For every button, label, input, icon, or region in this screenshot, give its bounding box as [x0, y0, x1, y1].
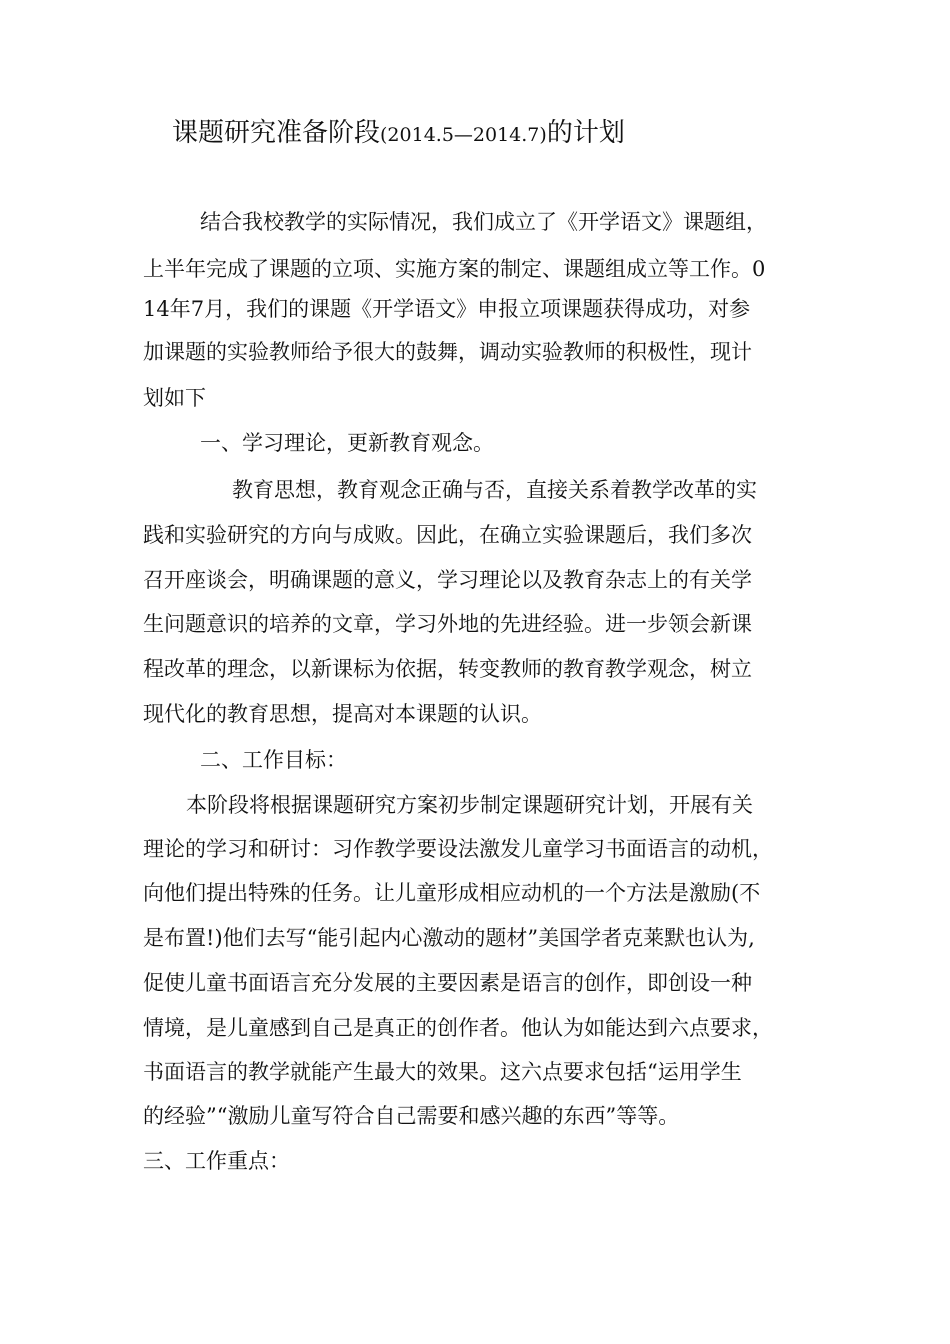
- section1-line-4: 生问题意识的培养的文章，学习外地的先进经验。进一步领会新课: [143, 612, 752, 636]
- intro-line-5: 划如下: [143, 386, 206, 410]
- section1-line-2: 践和实验研究的方向与成败。因此，在确立实验课题后，我们多次: [143, 523, 752, 547]
- section1-line-5: 程改革的理念，以新课标为依据，转变教师的教育教学观念，树立: [143, 657, 752, 681]
- title-suffix: 的计划: [546, 118, 625, 148]
- section1-line-3: 召开座谈会，明确课题的意义，学习理论以及教育杂志上的有关学: [143, 568, 752, 592]
- intro-line-1: 结合我校教学的实际情况，我们成立了《开学语文》课题组，: [200, 210, 767, 234]
- title-prefix: 课题研究准备阶段: [172, 118, 381, 148]
- section2-line-1: 本阶段将根据课题研究方案初步制定课题研究计划，开展有关: [186, 793, 753, 817]
- intro-line-2: 上半年完成了课题的立项、实施方案的制定、课题组成立等工作。0: [143, 257, 766, 281]
- section2-line-5: 促使儿童书面语言充分发展的主要因素是语言的创作，即创设一种: [143, 971, 752, 995]
- section2-line-7: 书面语言的教学就能产生最大的效果。这六点要求包括“运用学生: [143, 1060, 742, 1084]
- section2-line-6: 情境，是儿童感到自己是真正的创作者。他认为如能达到六点要求，: [143, 1016, 773, 1040]
- section2-heading: 二、工作目标：: [200, 748, 347, 772]
- section1-line-1: 教育思想，教育观念正确与否，直接关系着教学改革的实: [232, 478, 757, 502]
- title-dates: (2014.5—2014.7): [380, 124, 547, 146]
- section3-heading: 三、工作重点：: [143, 1149, 290, 1173]
- section1-heading: 一、学习理论，更新教育观念。: [200, 431, 494, 455]
- section2-line-2: 理论的学习和研讨：习作教学要设法激发儿童学习书面语言的动机，: [143, 837, 773, 861]
- page-title: [172, 116, 625, 152]
- section1-line-6: 现代化的教育思想，提高对本课题的认识。: [143, 702, 542, 726]
- section2-line-4: 是布置!)他们去写“能引起内心激动的题材”美国学者克莱默也认为,: [143, 926, 755, 950]
- intro-line-4: 加课题的实验教师给予很大的鼓舞，调动实验教师的积极性，现计: [143, 340, 752, 364]
- section2-line-8: 的经验”“激励儿童写符合自己需要和感兴趣的东西”等等。: [143, 1104, 680, 1128]
- intro-line-3: 14年7月，我们的课题《开学语文》申报立项课题获得成功，对参: [143, 297, 751, 321]
- section2-line-3: 向他们提出特殊的任务。让儿童形成相应动机的一个方法是激励(不: [143, 881, 761, 905]
